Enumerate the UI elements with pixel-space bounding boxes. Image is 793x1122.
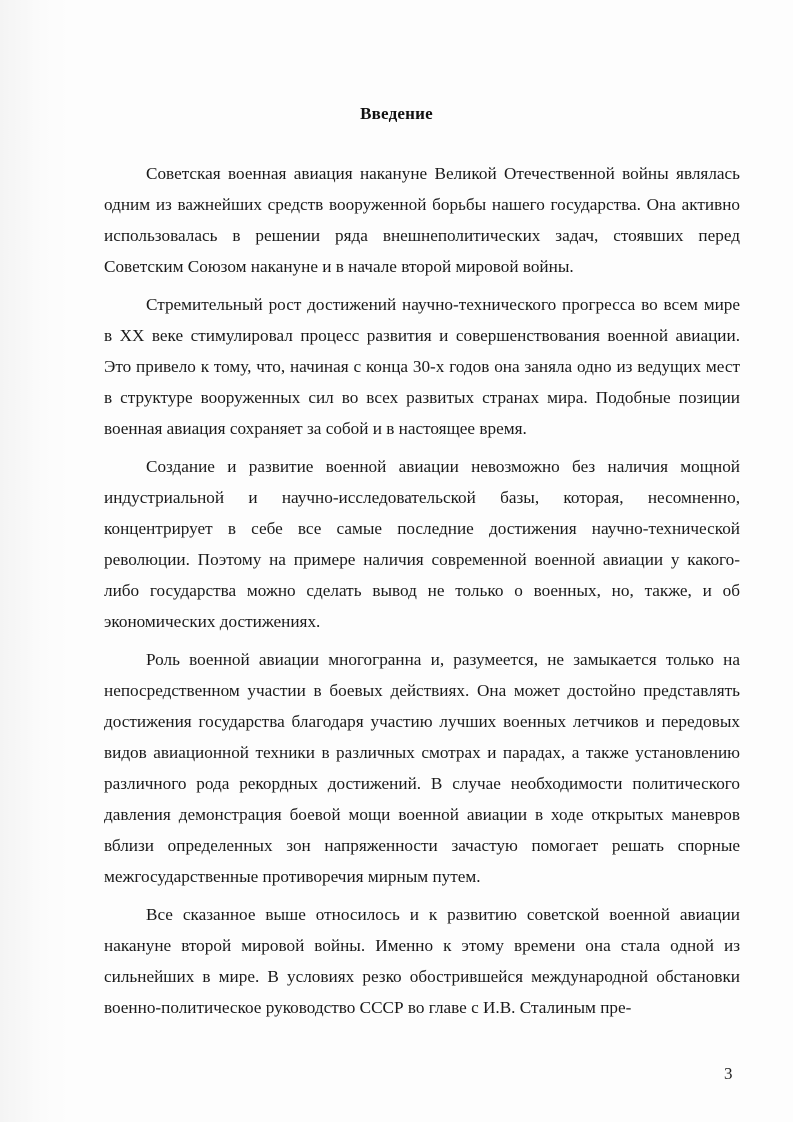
page-number: 3 [724,1064,733,1083]
scan-edge-shadow [0,0,70,1122]
paragraph-5: Все сказанное выше относилось и к развитию советской военной авиации накануне второй мировой войны. Именно к этому времени она стала одной из сильнейших в мире. В условиях резко обострившейся международной обстановки военно-политическое руководство СССР во главе с И.В. Сталиным пре- [104,905,740,1017]
page-title: Введение [360,104,433,123]
paragraph-2: Стремительный рост достижений научно-технического прогресса во всем мире в XX веке стимулировал процесс развития и совершенствования военной авиации. Это привело к тому, что, начиная с конца 30-х годов она заняла одно из ведущих мест в структуре вооруженных сил во всех развитых странах мира. Подобные позиции военная авиация сохраняет за собой и в настоящее время. [104,295,740,438]
paragraph-3: Создание и развитие военной авиации невозможно без наличия мощной индустриальной и научно-исследовательской базы, которая, несомненно, концентрирует в себе все самые последние достижения научно-технической революции. Поэтому на примере наличия современной военной авиации у какого-либо государства можно сделать вывод не только о военных, но, также, и об экономических достижениях. [104,457,740,631]
paragraph-1: Советская военная авиация накануне Великой Отечественной войны являлась одним из важнейших средств вооруженной борьбы нашего государства. Она активно использовалась в решении ряда внешнеполитических задач, стоявших перед Советским Союзом накануне и в начале второй мировой войны. [104,164,740,276]
document-body [104,158,740,1030]
paragraph-4: Роль военной авиации многогранна и, разумеется, не замыкается только на непосредственном участии в боевых действиях. Она может достойно представлять достижения государства благодаря участию лучших военных летчиков и передовых видов авиационной техники в различных смотрах и парадах, а также установлению различного рода рекордных достижений. В случае необходимости политического давления демонстрация боевой мощи военной авиации в ходе открытых маневров вблизи определенных зон напряженности зачастую помогает решать спорные межгосударственные противоречия мирным путем. [104,650,740,886]
